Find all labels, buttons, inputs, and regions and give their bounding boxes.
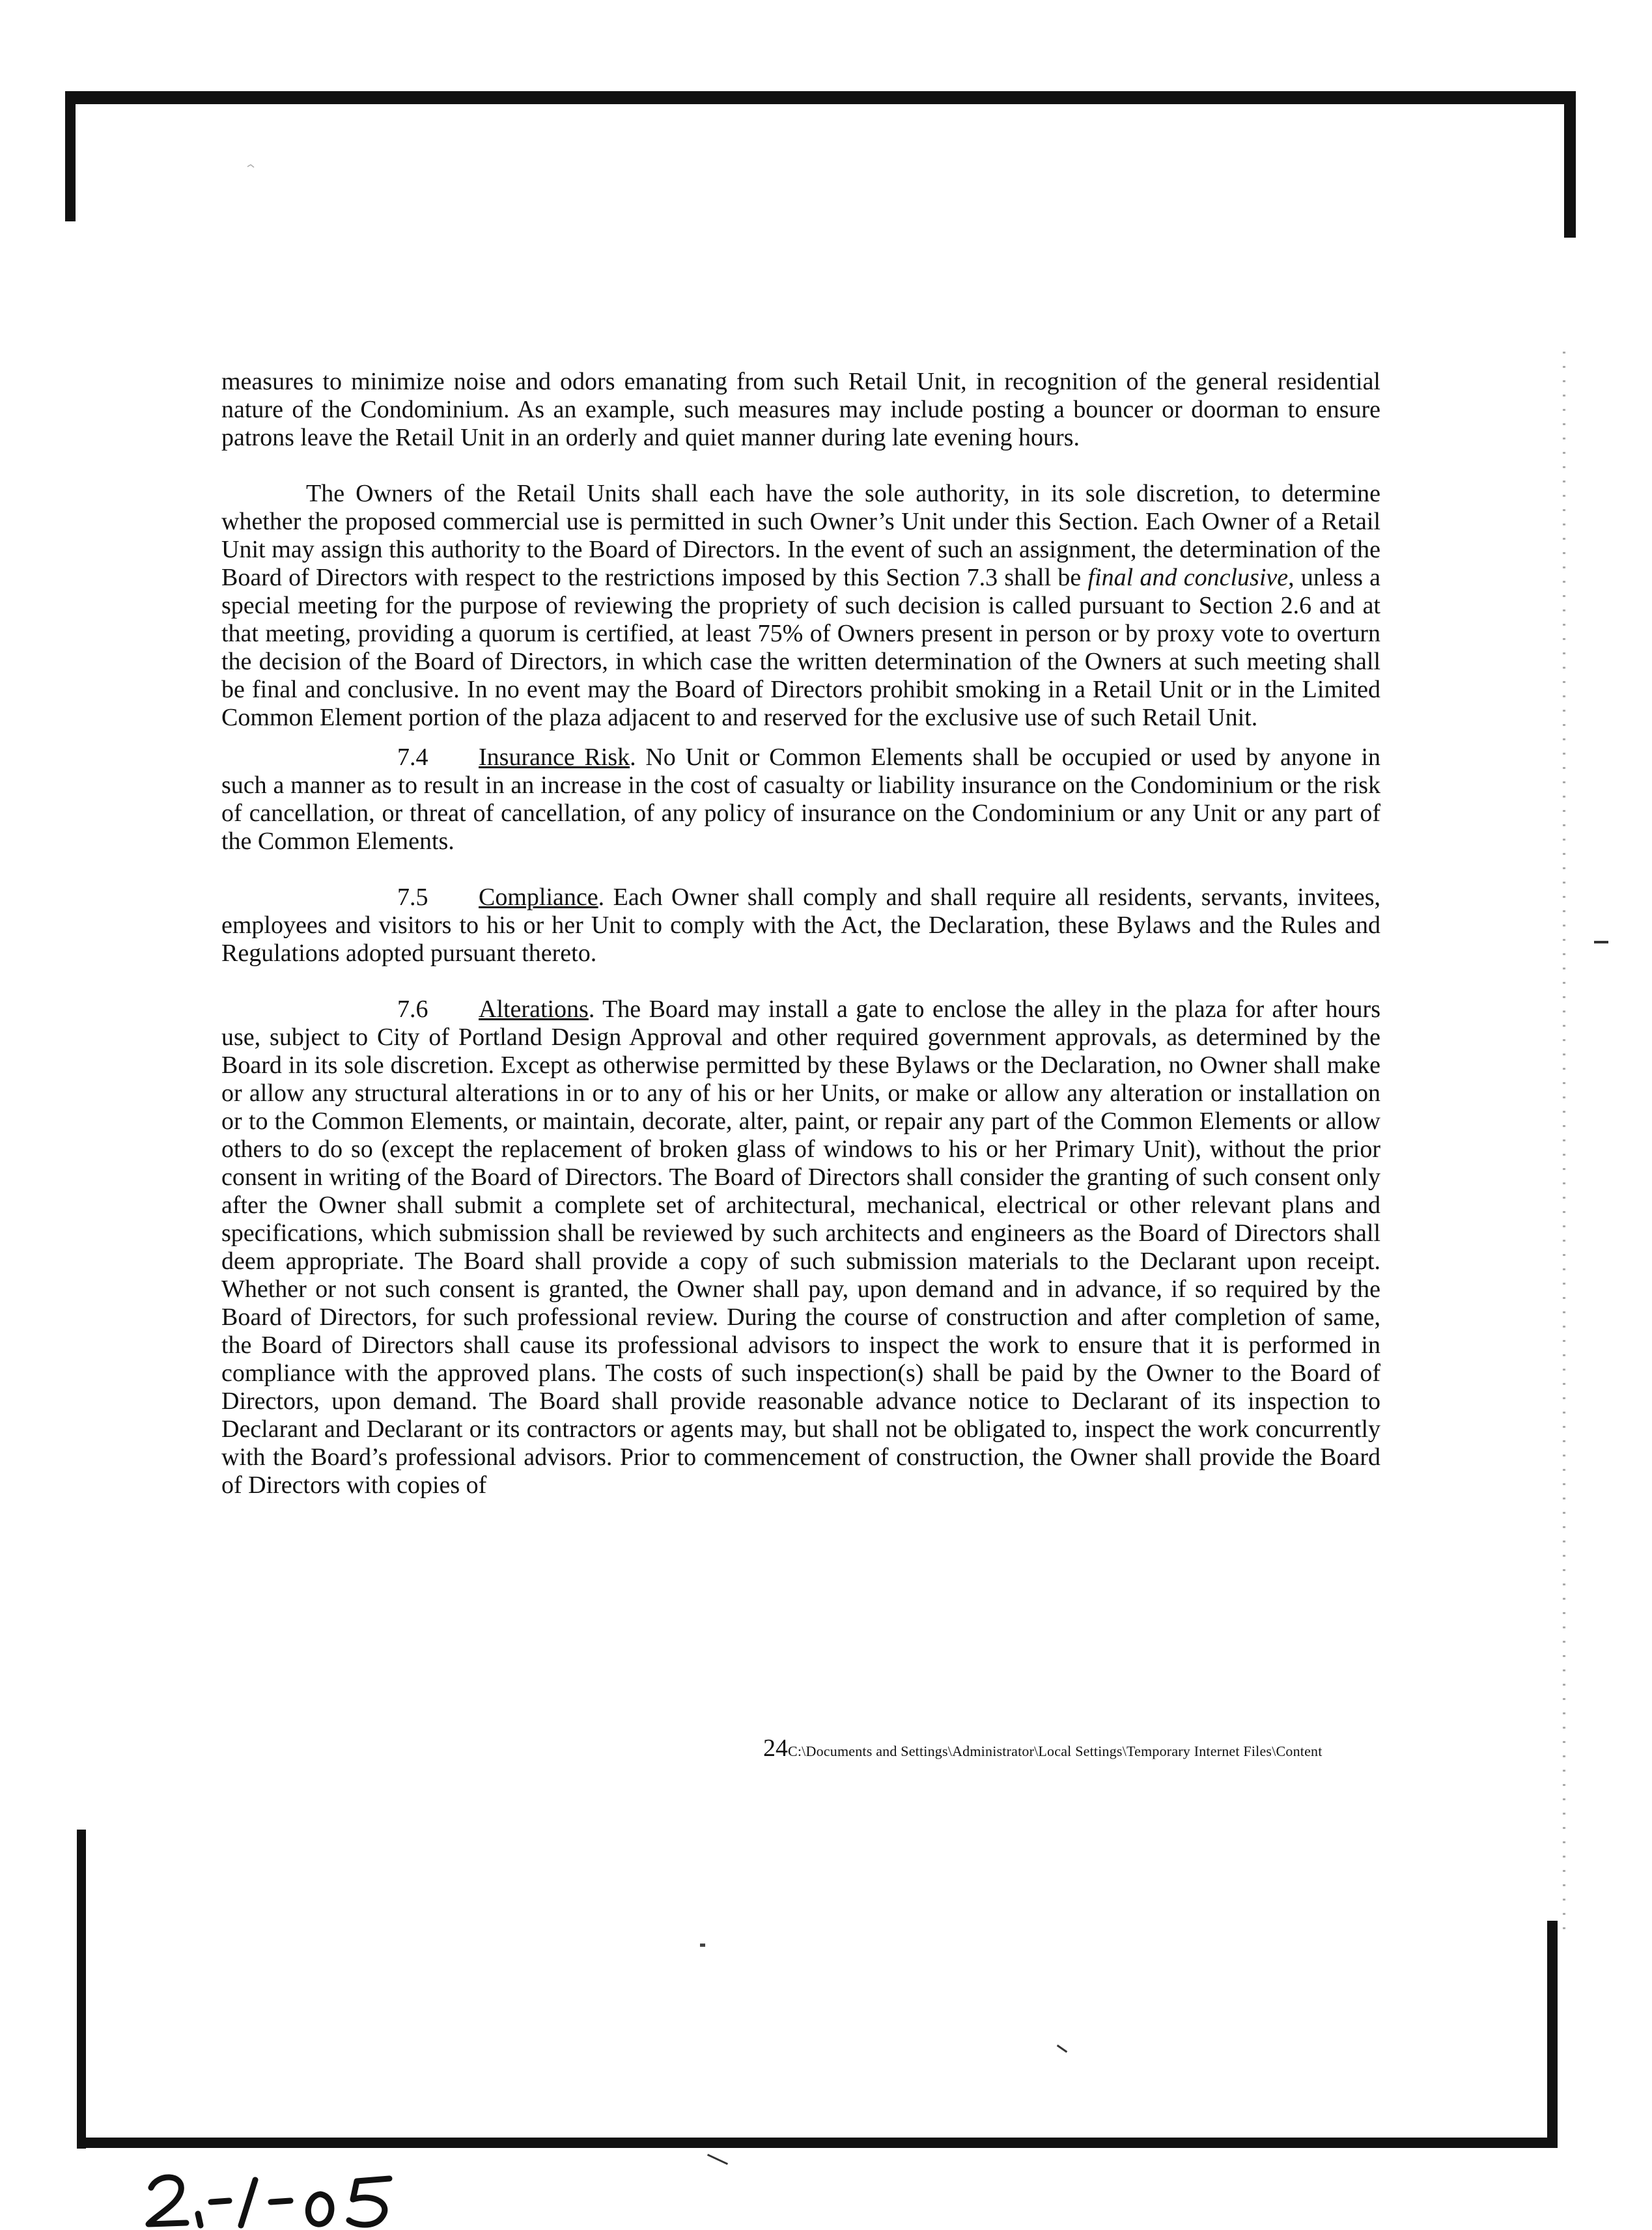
frame-left-border-lower	[77, 1830, 86, 2149]
owners-paragraph-italic: final and conclusive	[1087, 564, 1289, 591]
scan-speckle-line	[1563, 352, 1565, 1934]
section-7-6	[221, 996, 1380, 1499]
intro-paragraph-text: measures to minimize noise and odors emanating from such Retail Unit, in recognition of the general residential nature of the Condominium. As an example, such measures may include posting a bouncer or doorman to ensure patrons leave the Retail Unit in an orderly and quiet manner during late evening hours.	[221, 368, 1380, 451]
section-7-4	[221, 744, 1380, 856]
section-7-5	[221, 884, 1380, 968]
scan-mark	[1594, 941, 1608, 943]
owners-paragraph	[221, 480, 1380, 732]
owners-paragraph-text-1: The Owners of the Retail Units shall each have the sole authority, in its sole discretion, to determine whether the proposed commercial use is permitted in such Owner’s Unit under this Section. Each Owner of a Retail Unit may assign this authority to the Board of Directors. In the event of such an assignment, the determination of the Board of Directors with respect to the restrictions imposed by this Section 7.3 shall be	[221, 480, 1380, 591]
section-number: 7.4	[397, 744, 428, 771]
frame-bottom-border	[77, 2138, 1558, 2148]
section-title: Alterations	[479, 996, 589, 1023]
frame-right-border-upper	[1564, 91, 1576, 238]
owners-paragraph-text-2: , unless a special meeting for the purpose of reviewing the propriety of such decision is called pursuant to Section 2.6 and at that meeting, providing a quorum is certified, at least 75% of Owners present in person or by proxy vote to overturn the decision of the Board of Directors, in which case the written determination of the Owners at such meeting shall be final and conclusive. In no event may the Board of Directors prohibit smoking in a Retail Unit or in the Limited Common Element portion of the plaza adjacent to and reserved for the exclusive use of such Retail Unit.	[221, 564, 1380, 731]
intro-paragraph	[221, 368, 1380, 452]
frame-left-border-upper	[65, 91, 76, 221]
section-title: Insurance Risk	[479, 744, 630, 771]
handwritten-date	[143, 2168, 456, 2230]
scan-mark	[707, 2154, 728, 2165]
section-body: . The Board may install a gate to enclose the alley in the plaza for after hours use, subject to City of Portland Design Approval and other required government approvals, as determined by the Board in its sole discretion. Except as otherwise permitted by these Bylaws or the Declaration, no Owner shall make or allow any structural alterations in or to any of his or her Units, or make or allow any alteration or installation on or to the Common Elements, or maintain, decorate, alter, paint, or repair any part of the Common Elements or allow others to do so (except the replacement of broken glass of windows to his or her Primary Unit), without the prior consent in writing of the Board of Directors. The Board of Directors shall consider the granting of such consent only after the Owner shall submit a complete set of architectural, mechanical, electrical or other relevant plans and specifications, which submission shall be reviewed by such architects and engineers as the Board of Directors shall deem appropriate. The Board shall provide a copy of such submission materials to the Declarant upon receipt. Whether or not such consent is granted, the Owner shall pay, upon demand and in advance, if so required by the Board of Directors, for such professional review. During the course of construction and after completion of same, the Board of Directors shall cause its professional advisors to inspect the work to ensure that it is performed in compliance with the approved plans. The costs of such inspection(s) shall be paid by the Owner to the Board of Directors, upon demand. The Board shall provide reasonable advance notice to Declarant of its inspection to Declarant and Declarant or its contractors or agents may, but shall not be obligated to, inspect the work concurrently with the Board’s professional advisors. Prior to commencement of construction, the Owner shall provide the Board of Directors with copies of	[221, 996, 1380, 1499]
frame-top-border	[65, 91, 1575, 104]
section-body: . Each Owner shall comply and shall require all residents, servants, invitees, employees and visitors to his or her Unit to comply with the Act, the Declaration, these Bylaws and the Rules and Regulations adopted pursuant thereto.	[221, 884, 1380, 967]
scan-mark	[700, 1944, 705, 1947]
page-number: 24	[763, 1735, 788, 1762]
page-footer	[763, 1734, 1323, 1763]
file-path: C:\Documents and Settings\Administrator\Local Settings\Temporary Internet Files\Content	[788, 1743, 1323, 1759]
document-body	[221, 368, 1380, 1527]
frame-right-border-lower	[1547, 1921, 1558, 2145]
scan-mark	[1057, 2044, 1067, 2053]
section-number: 7.5	[397, 884, 428, 911]
section-number: 7.6	[397, 996, 428, 1023]
scan-mark	[246, 161, 255, 171]
section-body: . No Unit or Common Elements shall be occupied or used by anyone in such a manner as to result in an increase in the cost of casualty or liability insurance on the Condominium or the risk of cancellation, or threat of cancellation, of any policy of insurance on the Condominium or any Unit or any part of the Common Elements.	[221, 744, 1380, 855]
section-title: Compliance	[479, 884, 598, 911]
